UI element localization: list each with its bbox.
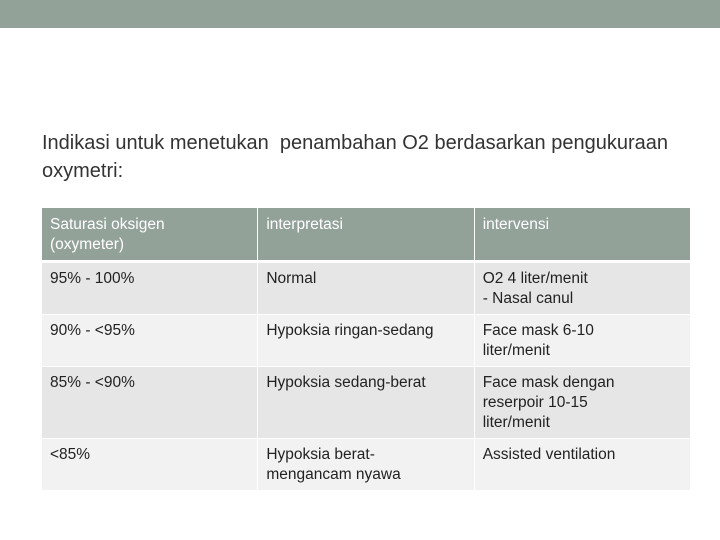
header-saturasi-line: Saturasi oksigen: [50, 216, 165, 233]
cell-interpretasi: [258, 367, 474, 439]
cell-line: Face mask 6-10: [482, 322, 594, 339]
cell-line: Hypoksia sedang-berat: [266, 374, 426, 391]
cell-line: Assisted ventilation: [482, 446, 616, 463]
cell-line: liter/menit: [482, 342, 550, 359]
cell-line: Hypoksia berat-: [266, 446, 375, 463]
table-row: [42, 367, 690, 439]
cell-intervensi: [474, 367, 690, 439]
cell-saturasi: [42, 367, 258, 439]
cell-saturasi: [42, 315, 258, 367]
cell-line: O2 4 liter/menit: [482, 270, 588, 287]
cell-line: 95% - 100%: [50, 270, 135, 287]
cell-line: 90% - <95%: [50, 322, 135, 339]
cell-line: reserpoir 10-15: [482, 394, 588, 411]
cell-interpretasi: [258, 315, 474, 367]
header-interpretasi: [258, 208, 474, 262]
cell-line: Hypoksia ringan-sedang: [266, 322, 434, 339]
slide-heading: Indikasi untuk menetukan penambahan O2 berdasarkan pengukuraan oxymetri:: [42, 132, 674, 182]
top-accent-bar: [0, 0, 720, 28]
table-header-row: [42, 208, 690, 262]
cell-saturasi: [42, 439, 258, 491]
table-row: [42, 315, 690, 367]
header-saturasi: [42, 208, 258, 262]
cell-line: mengancam nyawa: [266, 466, 401, 483]
table-row: [42, 262, 690, 315]
cell-saturasi: [42, 262, 258, 315]
header-intervensi: [474, 208, 690, 262]
cell-line: Normal: [266, 270, 317, 287]
cell-line: - Nasal canul: [482, 290, 574, 307]
table-row: [42, 439, 690, 491]
header-saturasi-line: (oxymeter): [50, 236, 125, 253]
cell-line: 85% - <90%: [50, 374, 135, 391]
cell-line: Face mask dengan: [482, 374, 615, 391]
cell-line: <85%: [50, 446, 91, 463]
cell-interpretasi: [258, 262, 474, 315]
cell-intervensi: [474, 315, 690, 367]
oxygen-indication-table: [42, 208, 690, 491]
cell-line: liter/menit: [482, 414, 550, 431]
cell-intervensi: [474, 262, 690, 315]
cell-interpretasi: [258, 439, 474, 491]
header-intervensi-line: intervensi: [482, 216, 550, 233]
cell-intervensi: [474, 439, 690, 491]
header-interpretasi-line: interpretasi: [266, 216, 343, 233]
